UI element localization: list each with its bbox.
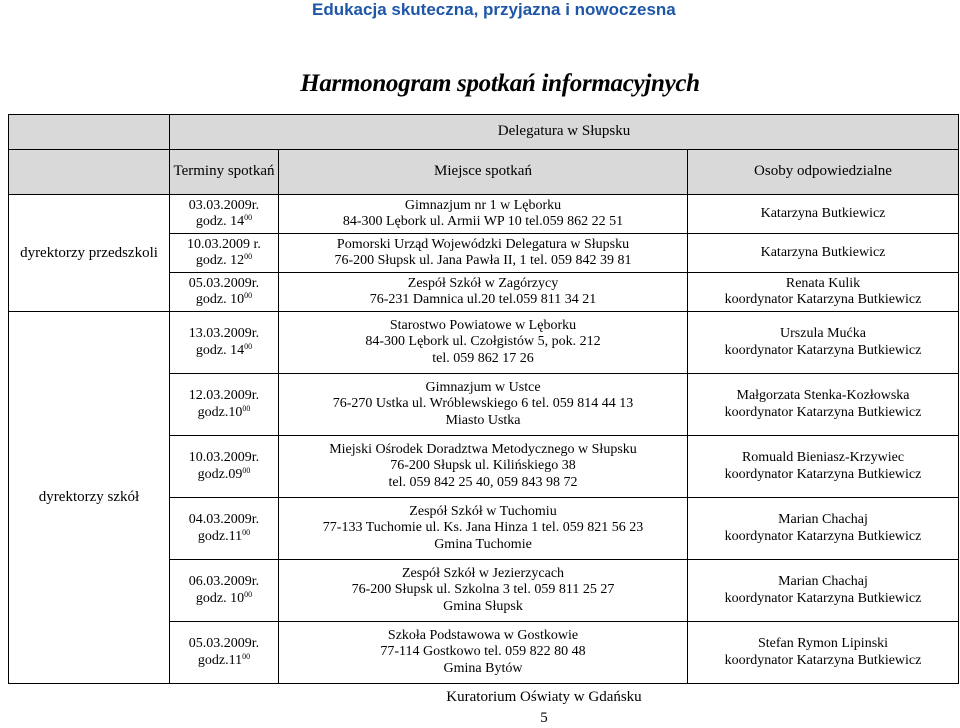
place-cell: Miejski Ośrodek Doradztwa Metodycznego w Słupsku 76-200 Słupsk ul. Kilińskiego 38 tel. 059 842 25 40, 059 843 98 72 [279, 436, 688, 498]
place-cell: Gimnazjum w Ustce 76-270 Ustka ul. Wróblewskiego 6 tel. 059 814 44 13 Miasto Ustka [279, 374, 688, 436]
term-cell: 05.03.2009r. $godz.11^{00}$ [170, 622, 279, 684]
term-cell: 13.03.2009r. godz. $14^{00}$ [170, 312, 279, 374]
term-cell: 10.03.2009r. $godz.09^{00}$ [170, 436, 279, 498]
place-cell: Starostwo Powiatowe w Lęborku 84-300 Lębork ul. Czołgistów 5, pok. 212 tel. 059 862 17 26 [279, 312, 688, 374]
column-header-terms: Terminy spotkań [170, 150, 279, 195]
person-cell: Katarzyna Butkiewicz [688, 195, 959, 234]
column-header-place: Miejsce spotkań [279, 150, 688, 195]
page-header: Edukacja skuteczna, przyjazna i nowoczesna [312, 0, 676, 19]
place-cell: Zespół Szkół w Zagórzycy 76-231 Damnica ul.20 tel.059 811 34 21 [279, 273, 688, 312]
place-cell: Gimnazjum nr 1 w Lęborku 84-300 Lębork ul. Armii WP 10 tel.059 862 22 51 [279, 195, 688, 234]
person-cell: Marian Chachaj koordynator Katarzyna Butkiewicz [688, 498, 959, 560]
person-cell: Marian Chachaj koordynator Katarzyna Butkiewicz [688, 560, 959, 622]
group-label-preschool: dyrektorzy przedszkoli [9, 195, 170, 312]
document-title: Harmonogram spotkań informacyjnych [300, 70, 700, 97]
group-label-school: dyrektorzy szkół [9, 312, 170, 684]
term-cell: 06.03.2009r. godz. $10^{00}$ [170, 560, 279, 622]
place-cell: Szkoła Podstawowa w Gostkowie 77-114 Gostkowo tel. 059 822 80 48 Gmina Bytów [279, 622, 688, 684]
person-cell: Stefan Rymon Lipinski koordynator Katarzyna Butkiewicz [688, 622, 959, 684]
column-header-persons: Osoby odpowiedzialne [688, 150, 959, 195]
term-cell: 12.03.2009r. $godz.10^{00}$ [170, 374, 279, 436]
delegation-title: Delegatura w Słupsku [170, 115, 959, 150]
person-cell: Renata Kulik koordynator Katarzyna Butkiewicz [688, 273, 959, 312]
person-cell: Urszula Mućka koordynator Katarzyna Butkiewicz [688, 312, 959, 374]
place-cell: Zespół Szkół w Jezierzycach 76-200 Słupsk ul. Szkolna 3 tel. 059 811 25 27 Gmina Słupsk [279, 560, 688, 622]
page-number: 5 [540, 710, 548, 726]
table-row [9, 312, 959, 374]
term-cell: 03.03.2009r. godz. $14^{00}$ [170, 195, 279, 234]
place-cell: Zespół Szkół w Tuchomiu 77-133 Tuchomie ul. Ks. Jana Hinza 1 tel. 059 821 56 23 Gmina Tuchomie [279, 498, 688, 560]
term-cell: 10.03.2009 r. godz. $12^{00}$ [170, 234, 279, 273]
table-row [9, 195, 959, 234]
column-header-row [9, 150, 959, 195]
person-cell: Katarzyna Butkiewicz [688, 234, 959, 273]
term-cell: 05.03.2009r. godz. $10^{00}$ [170, 273, 279, 312]
term-cell: 04.03.2009r. $godz.11^{00}$ [170, 498, 279, 560]
person-cell: Małgorzata Stenka-Kozłowska koordynator Katarzyna Butkiewicz [688, 374, 959, 436]
footer-organization: Kuratorium Oświaty w Gdańsku [446, 689, 642, 705]
place-cell: Pomorski Urząd Wojewódzki Delegatura w Słupsku 76-200 Słupsk ul. Jana Pawła II, 1 tel. 059 842 39 81 [279, 234, 688, 273]
schedule-table [8, 114, 959, 684]
delegation-row [9, 115, 959, 150]
person-cell: Romuald Bieniasz-Krzywiec koordynator Katarzyna Butkiewicz [688, 436, 959, 498]
